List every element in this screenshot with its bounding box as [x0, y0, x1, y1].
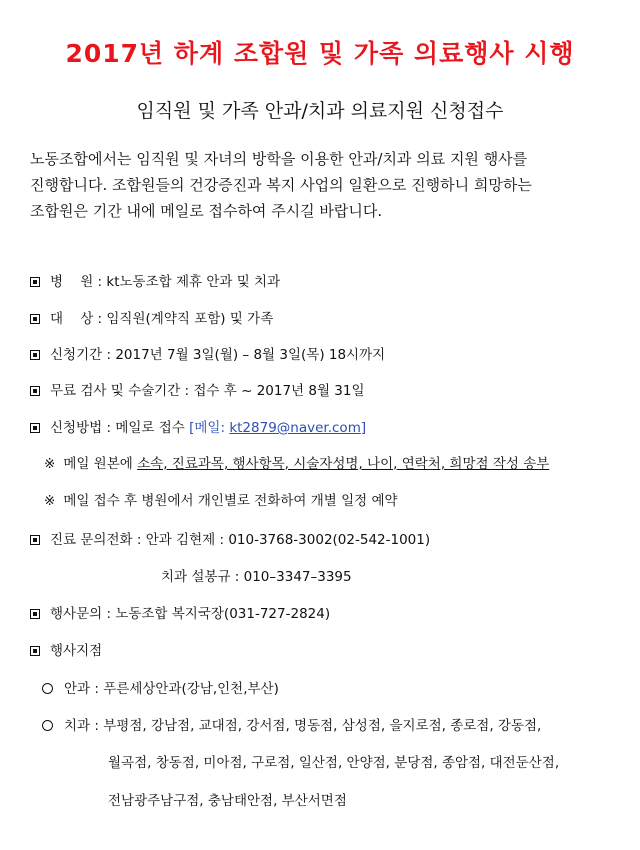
item-method: 신청방법 : 메일로 접수 [메일: kt2879@naver.com] [30, 418, 366, 438]
reference-mark: ※ [44, 493, 56, 509]
item-period: 신청기간 : 2017년 7월 3일(월) – 8월 3일(목) 18시까지 [30, 345, 385, 365]
item-label: 병 원 [50, 274, 94, 290]
item-label: 진료 문의전화 [50, 532, 133, 548]
note-required-fields [44, 454, 549, 474]
item-value: 노동조합 복지국장(031-727-2824) [115, 606, 331, 622]
branch-eye: 안과 : 푸른세상안과(강남,인천,부산) [42, 679, 279, 699]
email-contact [189, 420, 366, 436]
branch-value: 푸른세상안과(강남,인천,부산) [103, 681, 279, 697]
branch-dental-line: 월곡점, 창동점, 미아점, 구로점, 일산점, 안양점, 분당점, 종암점, 대전둔산점, [108, 755, 560, 771]
reference-mark: ※ [44, 456, 56, 472]
square-bullet-icon [30, 646, 40, 656]
circle-bullet-icon [42, 683, 53, 694]
item-label: 대 상 [50, 311, 94, 327]
item-label: 신청방법 [50, 420, 103, 436]
note-text: 메일 접수 후 병원에서 개인별로 전화하여 개별 일정 예약 [63, 493, 398, 509]
branch-label: 안과 [64, 681, 91, 697]
item-label: 행사문의 [50, 606, 103, 622]
note-required-list: 소속, 진료과목, 행사항목, 시술자성명, 나이, 연락처, 희망점 작성 송부 [137, 456, 550, 472]
branch-dental-line: 전남광주남구점, 충남태안점, 부산서면점 [108, 793, 347, 809]
square-bullet-icon [30, 535, 40, 545]
item-value: kt노동조합 제휴 안과 및 치과 [106, 274, 281, 290]
item-value: 임직원(계약직 포함) 및 가족 [106, 311, 274, 327]
item-value: 2017년 7월 3일(월) – 8월 3일(목) 18시까지 [115, 347, 386, 363]
item-branches [30, 641, 102, 661]
page-subtitle: 임직원 및 가족 안과/치과 의료지원 신청접수 [136, 100, 504, 122]
square-bullet-icon [30, 350, 40, 360]
contact-dental: 치과 설봉규 : 010–3347–3395 [161, 569, 352, 585]
item-hospital: 병 원 : kt노동조합 제휴 안과 및 치과 [30, 272, 280, 292]
note-prefix: 메일 원본에 [63, 456, 133, 472]
intro-line: 노동조합에서는 임직원 및 자녀의 방학을 이용한 안과/치과 의료 지원 행사를 [30, 150, 528, 168]
branch-value: 부평점, 강남점, 교대점, 강서점, 명동점, 삼성점, 을지로점, 종로점, 강동점, [103, 718, 542, 734]
branch-dental: 치과 : 부평점, 강남점, 교대점, 강서점, 명동점, 삼성점, 을지로점, 종로점, 강동점, [42, 716, 541, 736]
page-title: 2017년 하계 조합원 및 가족 의료행사 시행 [65, 39, 575, 68]
branch-label: 치과 [64, 718, 91, 734]
email-prefix: [메일: [189, 420, 230, 436]
email-link[interactable]: kt2879@naver.com [229, 420, 361, 436]
square-bullet-icon [30, 423, 40, 433]
contact-eye: 안과 김현제 : 010-3768-3002(02-542-1001) [145, 532, 431, 548]
item-value: 메일로 접수 [115, 420, 185, 436]
circle-bullet-icon [42, 720, 53, 731]
square-bullet-icon [30, 314, 40, 324]
square-bullet-icon [30, 277, 40, 287]
intro-paragraph [30, 146, 620, 224]
intro-line: 진행합니다. 조합원들의 건강증진과 복지 사업의 일환으로 진행하니 희망하는 [30, 176, 532, 194]
intro-line: 조합원은 기간 내에 메일로 접수하여 주시길 바랍니다. [30, 202, 383, 220]
item-value: 접수 후 ~ 2017년 8월 31일 [193, 383, 365, 399]
square-bullet-icon [30, 609, 40, 619]
square-bullet-icon [30, 386, 40, 396]
item-surgery-period: 무료 검사 및 수술기간 : 접수 후 ~ 2017년 8월 31일 [30, 381, 365, 401]
email-suffix: ] [360, 420, 367, 436]
item-inquiry: 행사문의 : 노동조합 복지국장(031-727-2824) [30, 604, 330, 624]
note-schedule [44, 491, 398, 511]
item-target: 대 상 : 임직원(계약직 포함) 및 가족 [30, 309, 273, 329]
item-contact: 진료 문의전화 : 안과 김현제 : 010-3768-3002(02-542-1001) [30, 530, 430, 550]
item-label: 신청기간 [50, 347, 103, 363]
item-label: 행사지점 [50, 643, 103, 659]
item-label: 무료 검사 및 수술기간 [50, 383, 181, 399]
